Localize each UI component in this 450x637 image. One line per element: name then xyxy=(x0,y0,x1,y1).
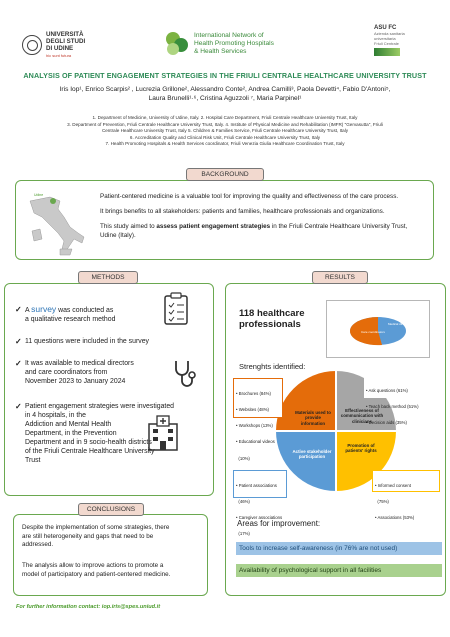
rights-item: (75%) xyxy=(375,499,389,505)
authors-line2: Laura Brunelli¹·⁶, Cristina Aguzzoli ⁷, Maria Parpinel¹ xyxy=(148,95,302,102)
participation-item: • Patient associations xyxy=(236,482,277,488)
results-section xyxy=(225,283,446,596)
m4-l4: Department, in the Prevention xyxy=(25,430,117,437)
rights-item: • Informed consent xyxy=(375,482,411,488)
improvement-area-1: Tools to increase self-awareness (in 76% are not used) xyxy=(236,542,442,555)
authors-line1: Iris Iop¹, Enrico Scarpis² , Lucrezia Grillone², Alessandro Conte², Andrea Camilli³, Paola Devetti⁴, Fabio D'Antoni⁵, xyxy=(59,86,391,93)
uniud-motto: hic sunt futura xyxy=(46,53,72,58)
conclusions-label: CONCLUSIONS xyxy=(78,503,144,516)
methods-item-availability xyxy=(15,359,134,386)
affiliation-line: 1. Department of Medicine, University of Udine, Italy. 2. Hospital Care Department, Friuli Centrale Healthcare University Trust, Italy xyxy=(92,115,358,120)
affiliation-line: Centrale Healthcare University Trust, Italy 5. Children & Families Service, Friuli Centrale Healthcare University Trust, Italy xyxy=(101,128,349,134)
pie-label-directors: Medical directors xyxy=(388,322,411,326)
communication-item: • Decision aids (35%) xyxy=(366,420,407,426)
improvement-area-2: Availability of psychological support in all facilities xyxy=(236,564,442,577)
asu-bar-icon xyxy=(374,48,400,56)
stethoscope-icon xyxy=(171,359,199,391)
m4-l7: Trust xyxy=(25,457,41,464)
m1-line2: a qualitative research method xyxy=(25,316,116,323)
results-count-l2: professionals xyxy=(239,319,301,330)
map-label: Udine xyxy=(34,193,44,197)
methods-label: METHODS xyxy=(78,271,138,284)
m3-l1: It was available to medical directors xyxy=(25,360,134,367)
m4-l3: Addiction and Mental Health xyxy=(25,421,112,428)
survey-form-icon xyxy=(160,292,194,326)
communication-item: • Teach back method (51%) xyxy=(366,404,419,410)
asu-line1: Azienda sanitaria xyxy=(374,31,405,36)
m2-text: 11 questions were included in the survey xyxy=(25,338,149,345)
rights-list xyxy=(372,470,440,521)
methods-item-survey xyxy=(15,305,115,324)
uniud-line1: UNIVERSITÀ xyxy=(46,31,84,38)
results-count xyxy=(239,308,305,330)
background-section xyxy=(15,180,434,260)
materials-list xyxy=(233,378,283,461)
methods-section xyxy=(4,283,214,496)
methods-item-questions xyxy=(15,337,149,346)
results-count-l1: 118 healthcare xyxy=(239,308,305,319)
materials-item: • Websites (48%) xyxy=(236,407,269,413)
bg-p3-bold: assess patient engagement strategies xyxy=(156,223,271,230)
results-label: RESULTS xyxy=(312,271,368,284)
quadrant-label-rights: Promotion of patients' rights xyxy=(345,443,377,454)
materials-item: • Workshops (13%) xyxy=(236,423,273,429)
asu-logo xyxy=(374,26,444,66)
uniud-seal-icon xyxy=(22,35,42,55)
bg-p3-post: in the Friuli Centrale Healthcare University Trust, xyxy=(270,223,408,230)
hospital-icon xyxy=(145,414,181,452)
m4-l1: Patient engagement strategies were investigated xyxy=(25,403,175,410)
hph-line2: Health Promoting Hospitals xyxy=(194,40,274,47)
check-icon: ✓ xyxy=(15,305,22,314)
asu-line3: Friuli Centrale xyxy=(374,41,399,46)
conclusions-section xyxy=(13,514,208,596)
hph-logo xyxy=(164,24,354,64)
background-p2: It brings benefits to all stakeholders: patients and families, healthcare professionals and organizations. xyxy=(100,208,385,215)
participants-pie-chart xyxy=(326,300,430,358)
m1-hl: survey xyxy=(31,304,57,314)
quadrant-label-participation: Active stakeholder participation xyxy=(292,449,332,460)
quadrant-label-materials: Materials used to provide information xyxy=(295,410,331,426)
background-p3 xyxy=(100,222,407,240)
affiliation-line: 7. Health Promoting Hospitals & Health Services coordinator, Friuli Venezia Giulia Healthcare Coordination Trust, Italy xyxy=(105,141,345,147)
conclusions-p1 xyxy=(22,524,204,550)
conclusions-p2 xyxy=(22,562,204,579)
check-icon: ✓ xyxy=(15,337,22,346)
hph-line1: International Network of xyxy=(194,32,264,39)
background-p1: Patient-centered medicine is a valuable tool for improving the quality and effectiveness of the care process. xyxy=(100,193,399,200)
check-icon: ✓ xyxy=(15,359,22,368)
bg-p3-line2: Udine (Italy). xyxy=(100,232,136,239)
m3-l3: November 2023 to January 2024 xyxy=(25,378,126,385)
asu-title: ASU FC xyxy=(374,25,397,31)
m4-l5: Department and in 9 socio-health districts xyxy=(25,439,152,446)
c1-l2: are still heterogeneity and gaps that need to be xyxy=(22,532,154,540)
areas-title: Areas for improvement: xyxy=(237,519,321,528)
poster-title: ANALYSIS OF PATIENT ENGAGEMENT STRATEGIES IN THE FRIULI CENTRALE HEALTHCARE UNIVERSITY TRUST xyxy=(23,71,427,80)
footer-contact: For further information contact: iop.iris@spes.uniud.it xyxy=(16,604,161,610)
m4-l2: in 4 hospitals, in the xyxy=(25,412,86,419)
check-icon: ✓ xyxy=(15,402,22,411)
affiliation-line: 6. Accreditation Quality and Clinical Risk Unit, Friuli Centrale Healthcare University Trust, Italy xyxy=(129,134,321,140)
materials-item: • Brochures (84%) xyxy=(236,390,271,396)
c1-l3: addressed. xyxy=(22,541,54,549)
c2-l1: The analysis allow to improve actions to promote a xyxy=(22,562,164,569)
uniud-logo xyxy=(22,30,142,60)
italy-map-icon xyxy=(20,193,90,257)
authors xyxy=(20,85,430,103)
affiliation-line: 3. Department of Prevention, Friuli Centrale Healthcare University Trust, Italy. 4. Institute of Physical Medicine and Rehabilitation (IMFR) "Gervasutta", Friuli xyxy=(67,121,383,127)
asu-line2: universitaria xyxy=(374,36,396,41)
c2-l2: model of participatory and patient-centered medicine. xyxy=(22,570,171,578)
m3-l2: and care coordinators from xyxy=(25,369,108,376)
c1-l1: Despite the implementation of some strategies, there xyxy=(22,524,170,531)
background-label: BACKGROUND xyxy=(186,168,264,181)
uniud-line2: DEGLI STUDI xyxy=(46,38,86,45)
m1-post: was conducted as xyxy=(56,307,114,314)
rights-item: • Associations (53%) xyxy=(375,515,415,521)
hph-line3: & Health Services xyxy=(194,48,247,55)
materials-item: • Educational videos xyxy=(236,439,275,445)
participation-item: • Caregiver associations xyxy=(236,515,283,521)
quadrant-label-communication: Effectiveness of communication with clinicians xyxy=(340,408,384,424)
communication-list xyxy=(364,376,442,426)
udine-marker-icon xyxy=(50,198,56,204)
participation-item: (17%) xyxy=(236,531,250,537)
bg-p3-pre: This study aimed to xyxy=(100,223,157,230)
pie-label-coordinators: Care coordinators xyxy=(361,330,385,334)
communication-item: • Ask questions (61%) xyxy=(366,387,408,393)
m4-l6: of the Friuli Centrale Healthcare University xyxy=(25,448,155,455)
strengths-title: Strenghts identified: xyxy=(239,362,306,371)
hph-emblem-icon xyxy=(164,30,190,58)
uniud-line3: DI UDINE xyxy=(46,45,74,52)
m1-pre: A xyxy=(25,307,32,314)
participation-item: (46%) xyxy=(236,499,250,505)
materials-item: (10%) xyxy=(236,455,250,461)
affiliations xyxy=(6,115,444,148)
